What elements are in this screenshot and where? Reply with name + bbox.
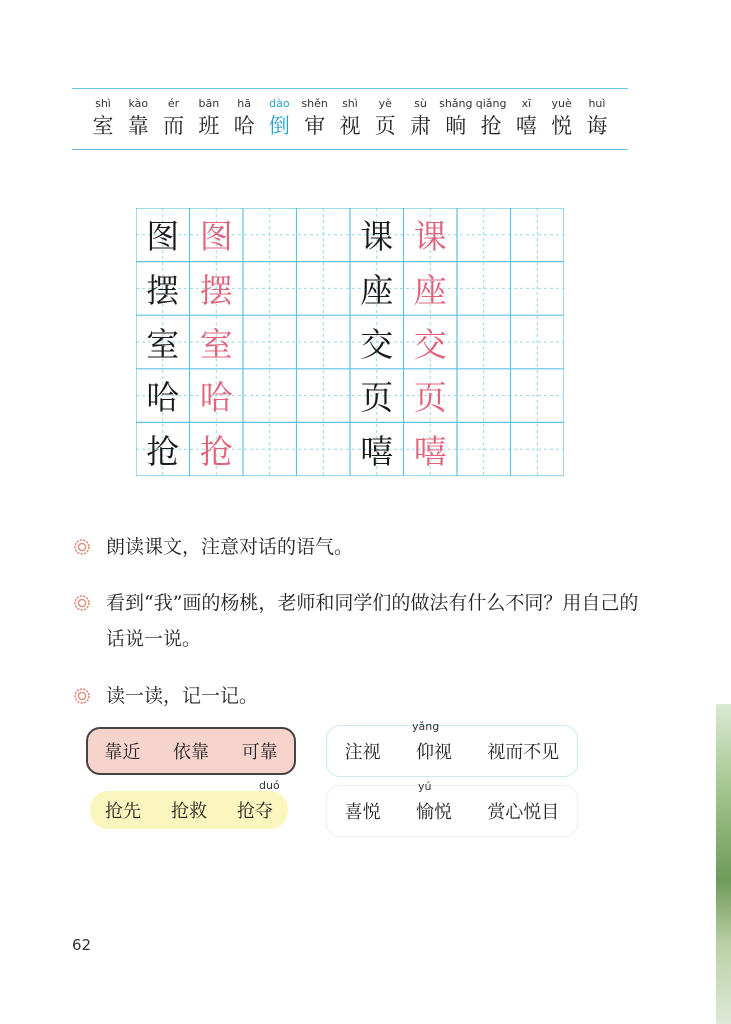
model-char: 嘻 (360, 431, 394, 471)
model-char: 交 (360, 324, 394, 364)
question-3 (74, 678, 646, 714)
word: 注视 (344, 742, 381, 763)
vocab-char: 晌 (445, 114, 467, 138)
vocab-pinyin: kào (128, 97, 149, 110)
word: 喜悦 (344, 802, 381, 823)
trace-char: 抢 (199, 431, 233, 471)
trace-char: 图 (199, 217, 233, 257)
flower-bullet-icon (74, 539, 90, 555)
vocab-pinyin: shì (342, 97, 358, 110)
vocab-char: 靠 (127, 114, 149, 138)
trace-char: 摆 (199, 270, 233, 310)
trace-char: 哈 (199, 378, 233, 418)
model-char: 室 (146, 324, 180, 364)
word-box-white (326, 780, 578, 837)
vocab-item (227, 89, 261, 149)
vocab-item (580, 89, 614, 149)
trace-char: 交 (413, 324, 447, 364)
pinyin-annotation: yú (417, 780, 432, 793)
flower-bullet-icon (74, 595, 90, 611)
vocab-item (157, 89, 191, 149)
vocab-item (86, 89, 120, 149)
vocab-char: 嘻 (515, 114, 537, 138)
vocab-char: 视 (339, 114, 361, 138)
word-box-yellow (90, 779, 288, 829)
vocab-pinyin: shǎng (439, 97, 473, 110)
vocab-item (121, 89, 155, 149)
word-text: 抢夺 (237, 801, 273, 822)
model-char: 图 (146, 217, 180, 257)
question-1-text: 朗读课文，注意对话的语气。 (106, 536, 354, 558)
word: 视而不见 (487, 742, 560, 763)
vocab-pinyin: yè (378, 97, 392, 110)
vocab-pinyin: xī (521, 97, 532, 110)
flower-bullet-icon (74, 688, 90, 704)
word: 依靠 (172, 742, 209, 763)
trace-char: 座 (413, 270, 447, 310)
vocab-pinyin: ér (167, 97, 180, 110)
word-box-blue (326, 720, 578, 777)
vocab-item (509, 89, 543, 149)
vocab-char: 班 (198, 114, 220, 138)
vocab-item (439, 89, 473, 149)
writing-grid (136, 208, 564, 476)
vocab-pinyin: huì (588, 97, 606, 110)
edge-photo-strip (716, 704, 731, 1024)
vocab-item (262, 89, 296, 149)
question-3-text: 读一读，记一记。 (106, 685, 259, 707)
vocab-item (474, 89, 508, 149)
vocab-char: 悦 (551, 114, 573, 138)
vocab-item (298, 89, 332, 149)
vocab-char: 抢 (480, 114, 502, 138)
vocab-pinyin: shěn (301, 97, 328, 110)
word (237, 779, 280, 823)
model-char: 座 (360, 270, 394, 310)
word: 可靠 (241, 742, 278, 763)
vocab-pinyin: sù (414, 97, 427, 110)
vocab-char: 而 (163, 114, 185, 138)
vocab-pinyin: dào (269, 97, 290, 110)
vocab-item (192, 89, 226, 149)
vocab-pinyin: yuè (551, 97, 572, 110)
vocab-char: 哈 (233, 114, 255, 138)
vocab-char: 倒 (268, 114, 290, 138)
word-box-pink (86, 727, 296, 775)
trace-char: 嘻 (413, 431, 447, 471)
vocab-char: 页 (374, 114, 396, 138)
word: 抢先 (105, 801, 141, 822)
vocab-char: 室 (92, 114, 114, 138)
vocab-pinyin: shì (95, 97, 111, 110)
word (415, 780, 452, 824)
vocab-item (404, 89, 438, 149)
word: 靠近 (104, 742, 141, 763)
model-char: 抢 (146, 431, 180, 471)
vocab-char: 肃 (410, 114, 432, 138)
pinyin-annotation: yǎng (411, 720, 440, 733)
model-char: 课 (360, 217, 394, 257)
vocab-pinyin: qiǎng (475, 97, 507, 110)
vocabulary-strip (72, 88, 628, 150)
word (411, 720, 452, 764)
trace-char: 课 (413, 217, 447, 257)
vocab-item (545, 89, 579, 149)
model-char: 哈 (146, 378, 180, 418)
trace-char: 室 (199, 324, 233, 364)
vocab-item (333, 89, 367, 149)
page-number: 62 (72, 936, 92, 954)
question-1 (74, 529, 646, 565)
vocab-item (368, 89, 402, 149)
word: 赏心悦目 (487, 802, 560, 823)
vocab-char: 诲 (586, 114, 608, 138)
model-char: 页 (360, 378, 394, 418)
word-text: 愉悦 (415, 802, 452, 823)
word-text: 仰视 (415, 742, 452, 763)
vocab-pinyin: bān (198, 97, 220, 110)
question-2-text: 看到“我”画的杨桃，老师和同学们的做法有什么不同？用自己的话说一说。 (106, 592, 639, 650)
vocab-char: 审 (304, 114, 326, 138)
word: 抢救 (171, 801, 207, 822)
trace-char: 页 (413, 378, 447, 418)
question-2 (74, 585, 646, 657)
vocab-pinyin: hā (237, 97, 251, 110)
model-char: 摆 (146, 270, 180, 310)
pinyin-annotation: duó (259, 779, 280, 792)
